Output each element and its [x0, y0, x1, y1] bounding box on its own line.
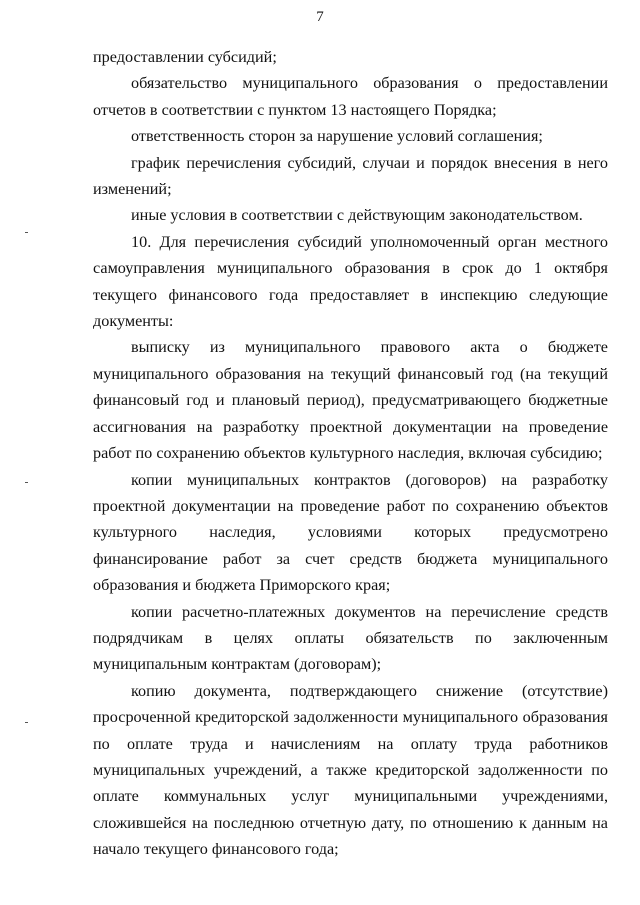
paragraph: копии расчетно-платежных документов на перечисление средств подрядчикам в целях оплаты обязательств по заключенным муниципальным контрактам (договорам);: [93, 602, 608, 674]
paragraph: график перечисления субсидий, случаи и порядок внесения в него изменений;: [93, 153, 608, 199]
page-number: 7: [316, 9, 324, 25]
paragraph-continuation: предоставлении субсидий;: [93, 48, 277, 66]
margin-tick-mark: [25, 482, 28, 483]
document-body: [93, 44, 608, 863]
margin-tick-mark: [25, 232, 28, 233]
paragraph: ответственность сторон за нарушение условий соглашения;: [131, 127, 543, 146]
paragraph: иные условия в соответствии с действующим законодательством.: [131, 206, 583, 225]
paragraph: копии муниципальных контрактов (договоров) на разработку проектной документации на проведение работ по сохранению объектов культурного наследия, условиями которых предусмотрено финансирование работ за счет средств бюджета муниципального образования и бюджета Приморского края;: [93, 470, 608, 595]
paragraph-item-10: 10. Для перечисления субсидий уполномоченный орган местного самоуправления муниципального образования в срок до 1 октября текущего финансового года предоставляет в инспекцию следующие документы:: [93, 232, 608, 331]
paragraph: копию документа, подтверждающего снижение (отсутствие) просроченной кредиторской задолженности муниципального образования по оплате труда и начислениям на оплату труда работников муниципальных учреждений, а также кредиторской задолженности по оплате коммунальных услуг муниципальными учреждениями, сложившейся на последнюю отчетную дату, по отношению к данным на начало текущего финансового года;: [93, 681, 608, 859]
paragraph: выписку из муниципального правового акта о бюджете муниципального образования на текущий финансовый год (на текущий финансовый год и плановый период), предусматривающего бюджетные ассигнования на разработку проектной документации на проведение работ по сохранению объектов культурного наследия, включая субсидию;: [93, 338, 608, 463]
margin-tick-mark: [25, 722, 28, 723]
paragraph: обязательство муниципального образования о предоставлении отчетов в соответствии с пунктом 13 настоящего Порядка;: [93, 74, 608, 119]
